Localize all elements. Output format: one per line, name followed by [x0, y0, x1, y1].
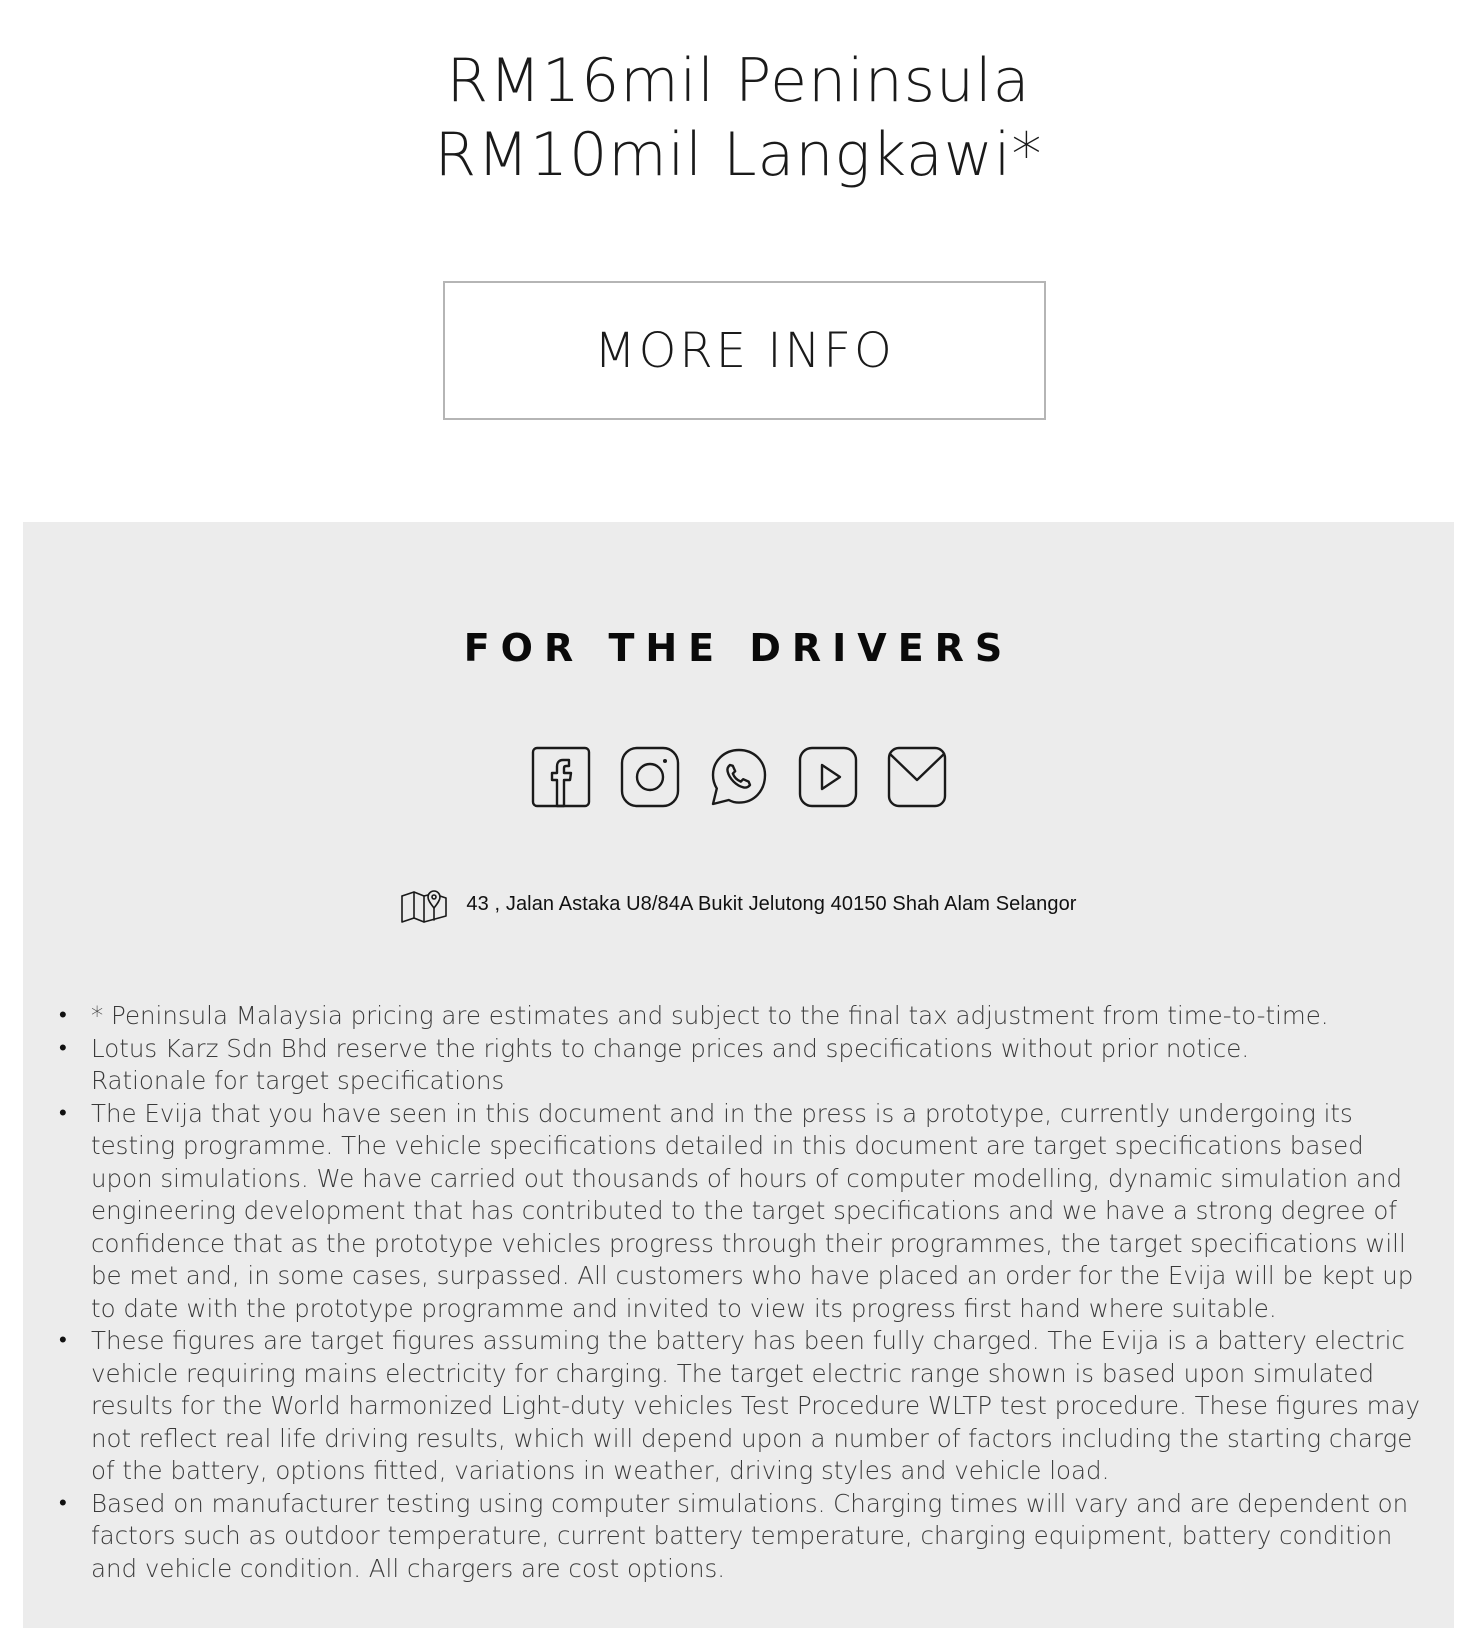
list-item: • These figures are target figures assuming the battery has been fully charged. The Evija is a battery electric vehicle requiring mains electricity for charging. The target electric range shown is based upon simulated results for the World harmonized Light-duty vehicles Test Procedure WLTP test procedure. These figures may not reflect real life driving results, which will depend upon a number of factors including the starting charge of the battery, options fitted, variations in weather, driving styles and vehicle load. — [91, 1325, 1429, 1488]
footer-title: FOR THE DRIVERS — [463, 626, 1014, 670]
more-info-button[interactable] — [443, 281, 1046, 420]
price-langkawi: RM10mil Langkawi* — [434, 120, 1043, 190]
list-item: • Based on manufacturer testing using computer simulations. Charging times will vary and are dependent on factors such as outdoor temperature, current battery temperature, charging equipment, battery condition and vehicle condition. All chargers are cost options. — [91, 1488, 1429, 1586]
address-row — [23, 884, 1454, 924]
whatsapp-icon[interactable] — [709, 745, 769, 809]
instagram-icon[interactable] — [620, 745, 680, 809]
price-peninsula: RM16mil Peninsula — [446, 46, 1031, 116]
list-subheading: Rationale for target specifications — [91, 1066, 505, 1095]
price-heading — [0, 44, 1477, 192]
more-info-label: MORE INFO — [594, 322, 895, 379]
email-icon[interactable] — [887, 745, 947, 809]
disclaimer-list — [23, 1000, 1429, 1585]
address-text: 43 , Jalan Astaka U8/84A Bukit Jelutong 40150 Shah Alam Selangor — [466, 892, 1077, 915]
list-item: • The Evija that you have seen in this document and in the press is a prototype, currently undergoing its testing programme. The vehicle specifications detailed in this document are target specifications based upon simulations. We have carried out thousands of hours of computer modelling, dynamic simulation and engineering development that has contributed to the target specifications and we have a strong degree of confidence that as the prototype vehicles progress through their programmes, the target specifications will be met and, in some cases, surpassed. All customers who have placed an order for the Evija will be kept up to date with the prototype programme and invited to view its progress first hand where suitable. — [91, 1098, 1429, 1326]
social-links — [23, 745, 1454, 809]
list-item: • Lotus Karz Sdn Bhd reserve the rights to change prices and specifications without prior notice. — [91, 1033, 1429, 1066]
map-icon — [400, 884, 448, 924]
footer — [23, 522, 1454, 1628]
list-item: • * Peninsula Malaysia pricing are estimates and subject to the final tax adjustment from time-to-time. — [91, 1000, 1429, 1033]
youtube-icon[interactable] — [798, 745, 858, 809]
facebook-icon[interactable] — [531, 745, 591, 809]
